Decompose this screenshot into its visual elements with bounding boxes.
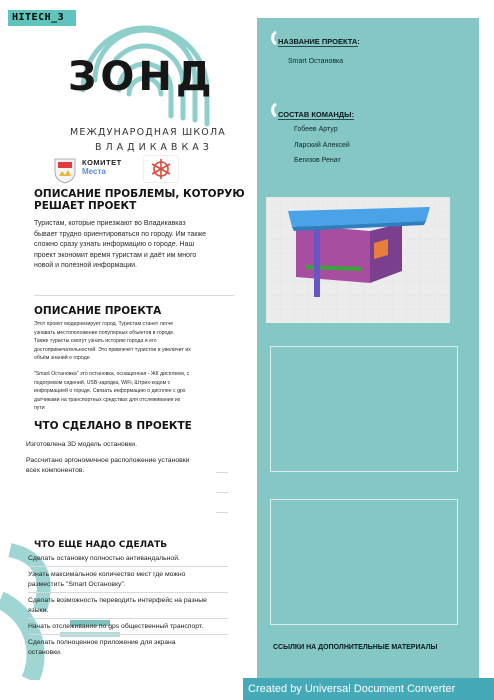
links-label: ССЫЛКИ НА ДОПОЛНИТЕЛЬНЫЕ МАТЕРИАЛЫ (273, 644, 438, 651)
logo-subtitle-school: МЕЖДУНАРОДНАЯ ШКОЛА (70, 127, 226, 138)
problem-line: Туристам, которые приезжают во Владикавказ (34, 220, 186, 227)
city-crest-icon (52, 156, 78, 184)
todo-item-line: языки. (28, 607, 49, 614)
done-item-line: Рассчитано эргономичное расположение установки (26, 457, 190, 464)
logo-wordmark: ЗОНД (68, 54, 216, 100)
komitet-line1: КОМИТЕТ (82, 158, 122, 167)
team-member: Ларский Алексей (294, 142, 350, 149)
todo-item-line: разместить "Smart Остановку". (28, 581, 126, 588)
komitet-logo (82, 158, 122, 176)
todo-item-line: Сделать возможность переводить интерфейс на разные (28, 597, 207, 604)
project-name-value: Smart Остановка (288, 58, 344, 65)
todo-item-line: Начать отслеживание по gps общественный транспорт. (28, 623, 204, 630)
done-heading: ЧТО СДЕЛАНО В ПРОЕКТЕ (34, 420, 192, 432)
description-line: информацией о городе. Связать информацию о дисплее с gps (34, 388, 186, 394)
description-line: датчиками на транспортных средствах для отслеживания их (34, 396, 181, 403)
komitet-line2: Места (82, 167, 106, 176)
problem-heading-line2: РЕШАЕТ ПРОЕКТ (34, 200, 137, 212)
problem-text (34, 219, 244, 272)
todo-item-line: Сделать полноценное приложение для экрана (28, 639, 176, 646)
description-line: "Smart Остановка" это остановка, оснащенная - ЖК дисплеем, с (34, 371, 190, 377)
divider (28, 566, 228, 567)
todo-item (28, 554, 238, 564)
description-para2 (34, 370, 249, 413)
label-underline (278, 46, 358, 47)
label-underline (278, 119, 354, 120)
divider (28, 618, 228, 619)
description-line: узнавать местоположение популярных объектов в городе. (34, 329, 175, 336)
todo-item-line: остановки. (28, 649, 62, 656)
description-line: Также туристы смогут узнать историю города и его (34, 338, 157, 344)
problem-line: проект экономит время туристам и даёт им много (34, 251, 197, 259)
hitech-tag: HITECH_3 (8, 10, 76, 26)
team-member: Гобеев Артур (294, 126, 338, 133)
divider (216, 492, 228, 493)
description-heading: ОПИСАНИЕ ПРОЕКТА (34, 305, 162, 317)
done-item-line: Изготовлена 3D модель остановки. (26, 441, 137, 448)
image-placeholder (270, 499, 458, 625)
todo-item-line: Сделать остановку полностью антивандальной. (28, 555, 180, 562)
team-label: СОСТАВ КОМАНДЫ: (278, 110, 354, 119)
project-name-label: НАЗВАНИЕ ПРОЕКТА: (278, 37, 360, 46)
logo-subtitle-city: ВЛАДИКАВКАЗ (95, 142, 213, 153)
problem-line: сложно сразу узнать информацию о городе. Наш (34, 241, 195, 248)
description-line: объём знаний о городе. (34, 355, 92, 361)
bus-stop-3d-image (266, 197, 450, 323)
description-line: пути (34, 405, 45, 411)
divider (28, 592, 228, 593)
divider (28, 634, 228, 635)
description-line: подогревом сидений, USB-зарядка, WiFi, Штрих-кодом с (34, 379, 171, 386)
image-placeholder (270, 346, 458, 472)
done-item-line: всех компонентов. (26, 467, 85, 474)
description-para1 (34, 320, 249, 363)
problem-line: новой и полезной информации. (34, 262, 137, 269)
divider (34, 295, 234, 296)
todo-heading: ЧТО ЕЩЕ НАДО СДЕЛАТЬ (34, 540, 168, 550)
done-item (26, 440, 236, 450)
description-line: достопримечательностей. Это привлечёт туристов и увеличит их (34, 346, 191, 353)
team-member: Бегизов Ренат (294, 157, 341, 164)
snowflake-logo-icon (143, 155, 179, 183)
todo-item-line: Узнать максимальное количество мест где можно (28, 571, 186, 578)
description-line: Этот проект модернизирует город. Туристам станет легче (34, 321, 174, 327)
divider (216, 472, 228, 473)
converter-watermark: Created by Universal Document Converter (243, 678, 494, 700)
divider (216, 512, 228, 513)
problem-heading-line1: ОПИСАНИЕ ПРОБЛЕМЫ, КОТОРУЮ (34, 188, 245, 200)
todo-item (28, 596, 238, 616)
todo-item (28, 638, 238, 658)
done-item (26, 456, 236, 476)
todo-item (28, 622, 248, 632)
problem-line: бывает трудно ориентироваться по городу. Им также (34, 230, 207, 238)
todo-item (28, 570, 238, 590)
